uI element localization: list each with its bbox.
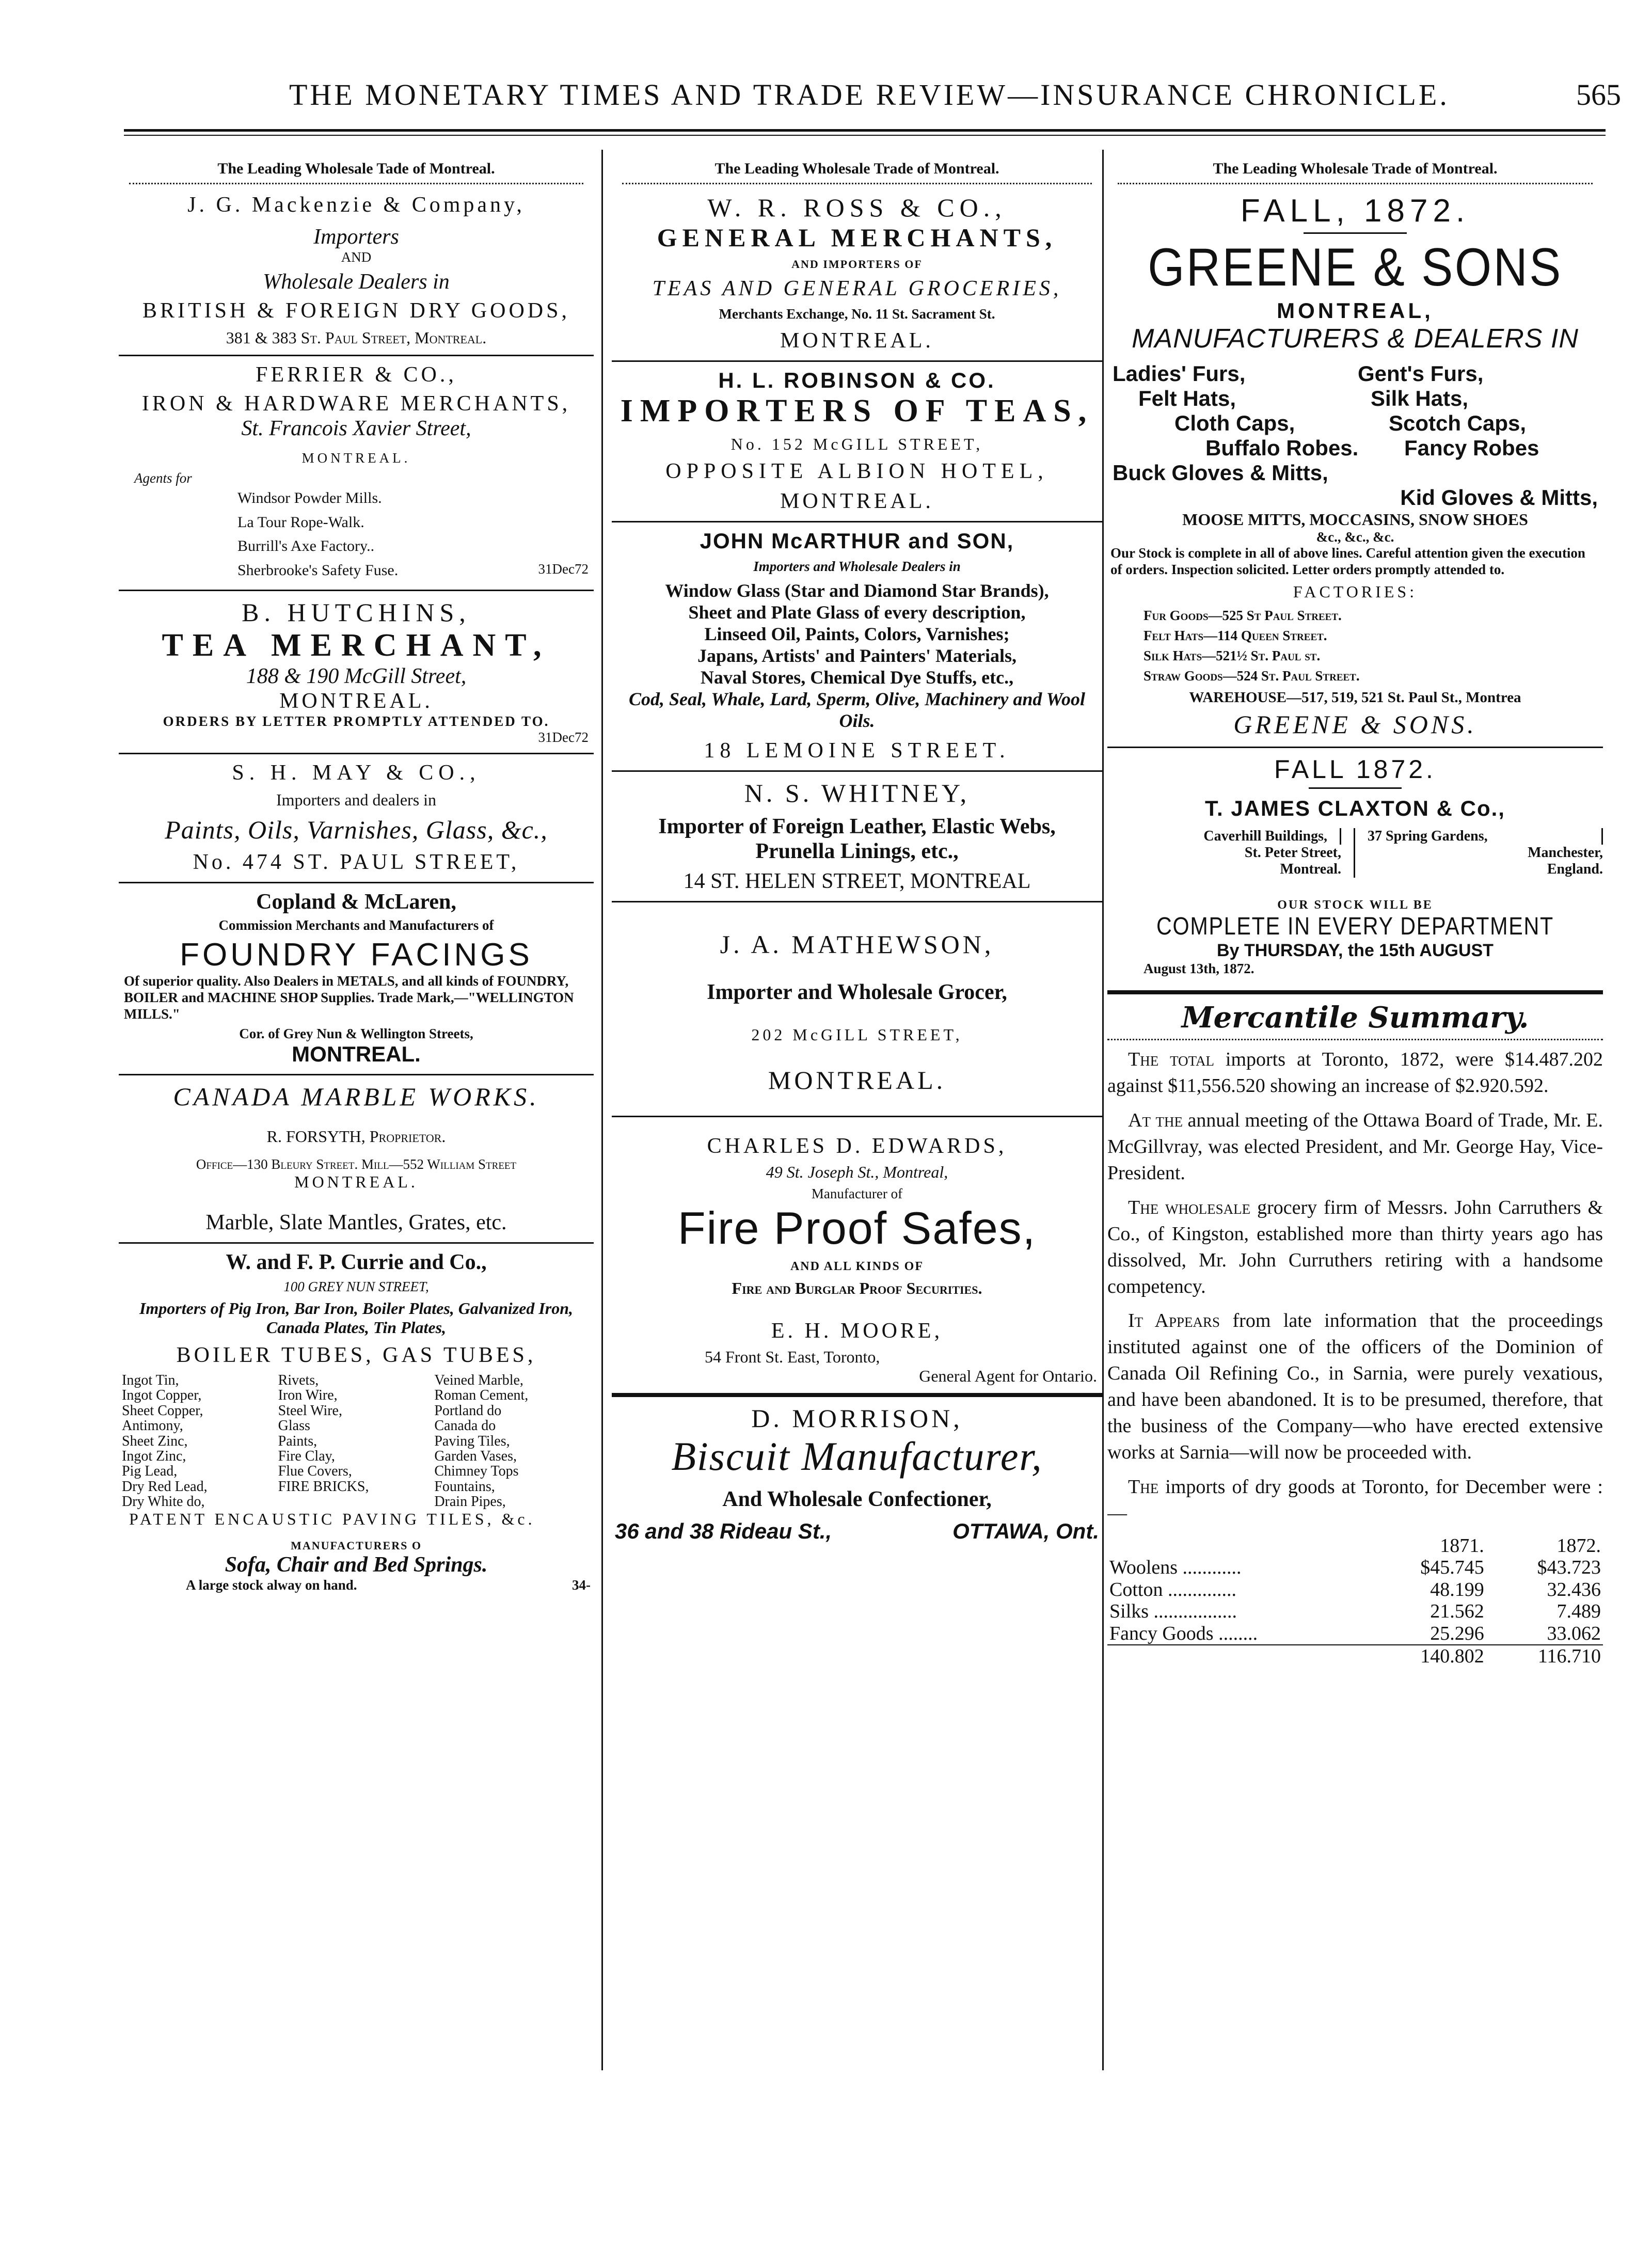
ad-line: FOUNDRY FACINGS <box>180 937 533 973</box>
ad-hutchins <box>119 597 594 746</box>
table-total-row <box>1107 1645 1603 1668</box>
table-cell: 32.436 <box>1547 1578 1601 1600</box>
divider <box>119 882 594 883</box>
product-item: Ingot Zinc, <box>122 1448 186 1465</box>
address-line: Manchester, <box>1528 845 1603 861</box>
product-item: FIRE BRICKS, <box>278 1478 369 1495</box>
ad-code: 34- <box>572 1577 591 1593</box>
column-heading: The Leading Wholesale Trade of Montreal. <box>1213 160 1498 177</box>
ad-line: Importer of Foreign Leather, Elastic Webs, <box>658 814 1056 838</box>
divider <box>622 183 1092 184</box>
ad-line: MANUFACTURERS O <box>291 1539 422 1552</box>
product-item: Sheet Copper, <box>122 1402 203 1419</box>
ad-line: Merchants Exchange, No. 11 St. Sacrament St. <box>719 306 995 322</box>
ad-line: Windsor Powder Mills. <box>237 489 382 506</box>
ad-line: Manufacturer of <box>811 1185 903 1201</box>
ad-line: 36 and 38 Rideau St., <box>615 1518 832 1543</box>
ad-line: FACTORIES: <box>1293 582 1418 601</box>
address-line: 37 Spring Gardens, <box>1368 828 1603 845</box>
ad-name: S. H. MAY & CO., <box>232 761 481 785</box>
ad-line: Importer and Wholesale Grocer, <box>707 980 1007 1004</box>
ad-greene <box>1107 193 1603 739</box>
product-item: Steel Wire, <box>278 1402 342 1419</box>
ad-season: FALL, 1872. <box>1240 193 1470 229</box>
product-item: Pig Lead, <box>122 1463 178 1480</box>
column-rule-2 <box>1102 150 1104 2070</box>
table-cell: 21.562 <box>1430 1600 1484 1623</box>
product-item: Paving Tiles, <box>434 1433 510 1449</box>
table-cell: Woolens ............ <box>1109 1557 1242 1579</box>
ad-name: FERRIER & CO., <box>256 363 457 387</box>
ad-line: Cod, Seal, Whale, Lard, Sperm, Olive, Machinery and Wool Oils. <box>628 689 1086 732</box>
ad-line: Marble, Slate Mantles, Grates, etc. <box>205 1210 507 1234</box>
ad-line: 18 LEMOINE STREET. <box>704 738 1010 763</box>
product: Fancy Robes <box>1404 436 1539 460</box>
table-cell: Cotton .............. <box>1109 1578 1236 1600</box>
ad-currie <box>119 1250 594 1593</box>
ad-line: IMPORTERS OF TEAS, <box>620 393 1094 429</box>
ad-name: JOHN McARTHUR and SON, <box>700 529 1014 553</box>
ad-line: E. H. MOORE, <box>771 1319 943 1343</box>
product: Buffalo Robes. <box>1205 436 1359 460</box>
ad-line: MONTREAL. <box>301 450 411 466</box>
ad-line: Commission Merchants and Manufacturers of <box>218 917 494 933</box>
column-2 <box>612 155 1102 2065</box>
ad-line: Office—130 Bleury Street. Mill—552 William Street <box>196 1156 517 1172</box>
ad-may <box>119 760 594 875</box>
ad-line: Straw Goods—524 St. Paul Street. <box>1143 668 1360 684</box>
product-item: Garden Vases, <box>434 1448 517 1465</box>
paragraph-lead: The total <box>1128 1049 1214 1071</box>
table-header: 1872. <box>1556 1534 1601 1557</box>
ad-name: GREENE & SONS <box>1148 237 1563 297</box>
table-cell: 48.199 <box>1430 1578 1484 1600</box>
ad-line: 54 Front St. East, Toronto, <box>705 1347 880 1366</box>
product-item: Flue Covers, <box>278 1463 352 1480</box>
address-line: Caverhill Buildings, <box>1107 828 1341 845</box>
section-title: Mercantile Summary. <box>1181 1001 1529 1035</box>
ad-line: MONTREAL. <box>768 1065 946 1095</box>
ad-line: Fire and Burglar Proof Securities. <box>732 1278 982 1297</box>
column-rule-1 <box>601 150 603 2070</box>
divider <box>119 753 594 754</box>
ad-line: MONTREAL. <box>292 1041 421 1066</box>
ad-line: And Wholesale Confectioner, <box>722 1487 992 1511</box>
product-item: Drain Pipes, <box>434 1494 506 1510</box>
address-line: England. <box>1547 861 1603 878</box>
ad-line: Naval Stores, Chemical Dye Stuffs, etc., <box>700 667 1014 688</box>
ad-season: FALL 1872. <box>1274 755 1436 784</box>
ad-copland <box>119 890 594 1067</box>
divider <box>612 521 1102 522</box>
ad-line: MONTREAL. <box>780 489 934 513</box>
ad-line: Prunella Linings, etc., <box>755 839 959 863</box>
ad-line: Silk Hats—521½ St. Paul st. <box>1143 648 1321 663</box>
ad-name: J. A. MATHEWSON, <box>720 929 994 959</box>
product-item: Chimney Tops <box>434 1463 519 1480</box>
product: Gent's Furs, <box>1358 361 1484 386</box>
ad-name: CANADA MARBLE WORKS. <box>173 1082 539 1111</box>
product-item: Glass <box>278 1418 310 1434</box>
ad-line: AND IMPORTERS OF <box>791 258 923 271</box>
product-item: Rivets, <box>278 1372 319 1389</box>
paragraph <box>1107 1047 1603 1099</box>
ad-name: T. JAMES CLAXTON & Co., <box>1205 796 1505 821</box>
ad-line: Biscuit Manufacturer, <box>671 1433 1043 1479</box>
product-list <box>119 1373 594 1510</box>
ad-line: Burrill's Axe Factory.. <box>237 537 375 554</box>
ad-line: No. 474 ST. PAUL STREET, <box>193 850 520 874</box>
product-item: Veined Marble, <box>434 1372 523 1389</box>
ad-marble <box>119 1082 594 1235</box>
product-item: Roman Cement, <box>434 1387 529 1404</box>
product-item: Dry Red Lead, <box>122 1478 208 1495</box>
table-cell: $43.723 <box>1537 1557 1601 1579</box>
address-line: St. Peter Street, <box>1244 845 1341 861</box>
product-item: Fire Clay, <box>278 1448 335 1465</box>
ad-ross <box>612 193 1102 353</box>
ad-line: BRITISH & FOREIGN DRY GOODS, <box>142 299 570 323</box>
ad-name: B. HUTCHINS, <box>242 598 471 627</box>
divider <box>1118 183 1593 184</box>
ad-line: 100 GREY NUN STREET, <box>283 1278 429 1294</box>
ad-line: MONTREAL, <box>1277 298 1434 323</box>
ad-date: 31Dec72 <box>538 730 589 745</box>
paragraph-lead: It Appears <box>1128 1310 1220 1332</box>
ad-line: Window Glass (Star and Diamond Star Brands), <box>665 580 1049 601</box>
ad-line: WAREHOUSE—517, 519, 521 St. Paul St., Montrea <box>1189 689 1521 706</box>
ad-line: Wholesale Dealers in <box>263 270 450 294</box>
product: Cloth Caps, <box>1174 411 1295 435</box>
page-header <box>124 77 1621 124</box>
product-item: Paints, <box>278 1433 317 1449</box>
column-heading: The Leading Wholesale Trade of Montreal. <box>714 160 999 177</box>
product-item: Fountains, <box>434 1478 495 1495</box>
ad-line: Sherbrooke's Safety Fuse. <box>237 561 399 579</box>
table-cell: Fancy Goods ........ <box>1109 1622 1258 1644</box>
paragraph-text: grocery firm of Messrs. John Carruthers & Co., of Kingston, established more than thirty years ago has dissolved, Mr. John Curruthers retiring with a handsome competency. <box>1107 1196 1603 1297</box>
table-header <box>1107 1535 1370 1557</box>
ad-line: OTTAWA, Ont. <box>952 1518 1099 1543</box>
table-cell: 33.062 <box>1547 1622 1601 1644</box>
product: Ladies' Furs, <box>1113 361 1246 386</box>
paragraph-lead: The wholesale <box>1128 1196 1251 1218</box>
ad-line: TEAS AND GENERAL GROCERIES, <box>652 277 1062 300</box>
paragraph-text: imports of dry goods at Toronto, for December were :— <box>1107 1476 1603 1524</box>
paragraph <box>1107 1308 1603 1465</box>
ad-line: Of superior quality. Also Dealers in METALS, and all kinds of FOUNDRY, BOILER and MACHINE SHOP Supplies. Trade Mark,—"WELLINGTON MILLS." <box>124 973 574 1022</box>
ad-whitney <box>612 778 1102 894</box>
ad-line: AND ALL KINDS OF <box>790 1259 924 1273</box>
ad-line: General Agent for Ontario. <box>919 1366 1097 1385</box>
ad-line: ORDERS BY LETTER PROMPTLY ATTENDED TO. <box>163 714 550 729</box>
ad-line: AND <box>341 249 372 265</box>
ad-line: Linseed Oil, Paints, Colors, Varnishes; <box>704 624 1010 644</box>
header-rule <box>124 129 1606 136</box>
ad-line: Fur Goods—525 St Paul Street. <box>1143 607 1342 623</box>
ad-line: PATENT ENCAUSTIC PAVING TILES, &c. <box>129 1509 535 1528</box>
divider <box>119 355 594 356</box>
column-1 <box>119 155 594 2065</box>
divider <box>612 770 1102 772</box>
ad-line: 381 & 383 St. Paul Street, Montreal. <box>226 328 487 347</box>
product: Felt Hats, <box>1138 386 1236 410</box>
ad-line: R. FORSYTH, Proprietor. <box>266 1127 446 1146</box>
ad-line: 188 & 190 McGill Street, <box>246 664 467 688</box>
divider <box>119 590 594 591</box>
table-row <box>1107 1600 1603 1623</box>
ad-line: TEA MERCHANT, <box>162 628 551 663</box>
ad-line: OPPOSITE ALBION HOTEL, <box>665 459 1049 483</box>
product-item <box>278 1494 435 1509</box>
product-item: Portland do <box>434 1402 502 1419</box>
product-item: Ingot Copper, <box>122 1387 202 1404</box>
paragraph <box>1107 1107 1603 1186</box>
ad-line: IRON & HARDWARE MERCHANTS, <box>141 392 571 416</box>
divider <box>1107 1039 1603 1040</box>
ad-line: &c., &c., &c. <box>1316 529 1394 545</box>
ad-claxton <box>1107 754 1603 977</box>
ad-line: Our Stock is complete in all of above lines. Careful attention given the execution of orders. Inspection solicited. Letter orders promptly attended to. <box>1110 545 1585 577</box>
dry-goods-table <box>1107 1535 1603 1668</box>
column-heading: The Leading Wholesale Tade of Montreal. <box>217 160 495 177</box>
ad-name: H. L. ROBINSON & CO. <box>718 368 996 392</box>
ad-line: OUR STOCK WILL BE <box>1277 898 1433 912</box>
ad-morrison <box>612 1403 1102 1544</box>
paragraph-lead: The <box>1128 1476 1159 1498</box>
product-item: Iron Wire, <box>278 1387 338 1404</box>
ad-name: Copland & McLaren, <box>256 890 456 914</box>
page-number: 565 <box>1576 78 1621 112</box>
ad-mathewson <box>612 909 1102 1095</box>
table-row <box>1107 1623 1603 1645</box>
ad-name: CHARLES D. EDWARDS, <box>707 1134 1007 1158</box>
product: Kid Gloves & Mitts, <box>1400 485 1598 510</box>
ad-line: GREENE & SONS. <box>1233 710 1477 739</box>
product: Silk Hats, <box>1371 386 1469 410</box>
paragraph-text: annual meeting of the Ottawa Board of Trade, Mr. E. McGillvray, was elected President, and Mr. George Hay, Vice-President. <box>1107 1109 1603 1184</box>
product: Buck Gloves & Mitts, <box>1113 461 1328 485</box>
table-row <box>1107 1557 1603 1579</box>
ad-name: W. and F. P. Currie and Co., <box>226 1250 487 1274</box>
ad-line: La Tour Rope-Walk. <box>237 513 364 531</box>
ad-line: 14 ST. HELEN STREET, MONTREAL <box>683 869 1031 893</box>
ad-robinson <box>612 368 1102 514</box>
table-row <box>1107 1579 1603 1601</box>
ad-mackenzie <box>119 193 594 347</box>
ad-name: N. S. WHITNEY, <box>744 778 970 807</box>
product-item: Dry White do, <box>122 1494 205 1510</box>
table-cell: $45.745 <box>1420 1557 1484 1579</box>
ad-line: Japans, Artists' and Painters' Materials, <box>697 645 1016 666</box>
table-cell: 7.489 <box>1556 1600 1601 1623</box>
table-cell: 25.296 <box>1430 1622 1484 1644</box>
ad-name: J. G. Mackenzie & Company, <box>187 193 525 217</box>
ad-mcarthur <box>612 529 1102 763</box>
ad-line: MONTREAL. <box>279 689 433 713</box>
ad-line: A large stock alway on hand. <box>186 1577 357 1593</box>
ad-line: Importers and dealers in <box>276 790 437 809</box>
ad-line: 49 St. Joseph St., Montreal, <box>766 1162 948 1181</box>
ad-line: Paints, Oils, Varnishes, Glass, &c., <box>165 815 548 844</box>
divider <box>612 901 1102 902</box>
ad-line: Felt Hats—114 Queen Street. <box>1143 627 1327 643</box>
divider <box>1107 990 1603 994</box>
ad-line: Fire Proof Safes, <box>677 1202 1037 1254</box>
ad-line: St. Francois Xavier Street, <box>241 417 471 440</box>
ad-line: Importers of Pig Iron, Bar Iron, Boiler Plates, Galvanized Iron, Canada Plates, Tin Plates, <box>139 1298 574 1337</box>
divider <box>129 183 583 184</box>
ad-line: Importers <box>313 225 399 249</box>
ad-line: MONTREAL. <box>780 329 934 353</box>
ad-line: Importers and Wholesale Dealers in <box>753 559 961 574</box>
ad-line: Sofa, Chair and Bed Springs. <box>225 1552 488 1577</box>
ad-line: BOILER TUBES, GAS TUBES, <box>176 1343 536 1368</box>
divider <box>119 1242 594 1244</box>
product-item: Ingot Tin, <box>122 1372 179 1389</box>
ad-line: 202 McGILL STREET, <box>751 1025 963 1044</box>
table-cell: Silks ................. <box>1109 1600 1237 1623</box>
ad-name: W. R. ROSS & CO., <box>707 193 1007 222</box>
ad-line: GENERAL MERCHANTS, <box>657 223 1057 252</box>
paragraph-text: imports at Toronto, 1872, were $14.487.202 against $11,556.520 showing an increase of $2.920.592. <box>1107 1049 1603 1097</box>
product-item: Canada do <box>434 1418 496 1434</box>
page-title: THE MONETARY TIMES AND TRADE REVIEW—INSURANCE CHRONICLE. <box>289 78 1450 112</box>
divider <box>612 1116 1102 1117</box>
divider <box>119 1074 594 1075</box>
paragraph-lead: At the <box>1128 1109 1183 1132</box>
divider <box>612 360 1102 362</box>
ad-line: By THURSDAY, the 15th AUGUST <box>1217 941 1494 961</box>
paragraph <box>1107 1474 1603 1527</box>
mercantile-summary <box>1107 1001 1603 1668</box>
divider <box>1107 747 1603 748</box>
table-header: 1871. <box>1440 1534 1484 1557</box>
ad-name: D. MORRISON, <box>751 1403 963 1433</box>
ad-line: No. 152 McGILL STREET, <box>730 435 983 453</box>
ad-date: August 13th, 1872. <box>1143 961 1254 977</box>
product: MOOSE MITTS, MOCCASINS, SNOW SHOES <box>1182 510 1528 529</box>
ad-line: Agents for <box>134 470 192 486</box>
column-3 <box>1107 155 1603 2065</box>
address-line: Montreal. <box>1280 861 1341 878</box>
ad-line: Cor. of Grey Nun & Wellington Streets, <box>239 1025 473 1041</box>
product-item: Sheet Zinc, <box>122 1433 188 1449</box>
table-cell: 116.710 <box>1486 1645 1603 1668</box>
paragraph <box>1107 1195 1603 1300</box>
ad-line: MANUFACTURERS & DEALERS IN <box>1132 324 1579 354</box>
ad-date: 31Dec72 <box>538 561 589 577</box>
divider <box>612 1393 1102 1397</box>
paragraph-text: from late information that the proceedings instituted against one of the officers of the Dominion of Canada Oil Refining Co., in Sarnia, were purely vexatious, and have been abandoned. It is to be presumed, therefore, that the business of the Company—who have erected extensive works at Sarnia—will now be proceeded with. <box>1107 1310 1603 1463</box>
ad-edwards <box>612 1123 1102 1386</box>
ad-line: MONTREAL. <box>294 1172 418 1191</box>
product: Scotch Caps, <box>1389 411 1527 435</box>
table-cell: 140.802 <box>1370 1645 1486 1668</box>
ad-line: Sheet and Plate Glass of every description, <box>688 602 1026 623</box>
product-item: Antimony, <box>122 1418 183 1434</box>
ad-line: COMPLETE IN EVERY DEPARTMENT <box>1156 913 1554 941</box>
ad-ferrier <box>119 362 594 582</box>
